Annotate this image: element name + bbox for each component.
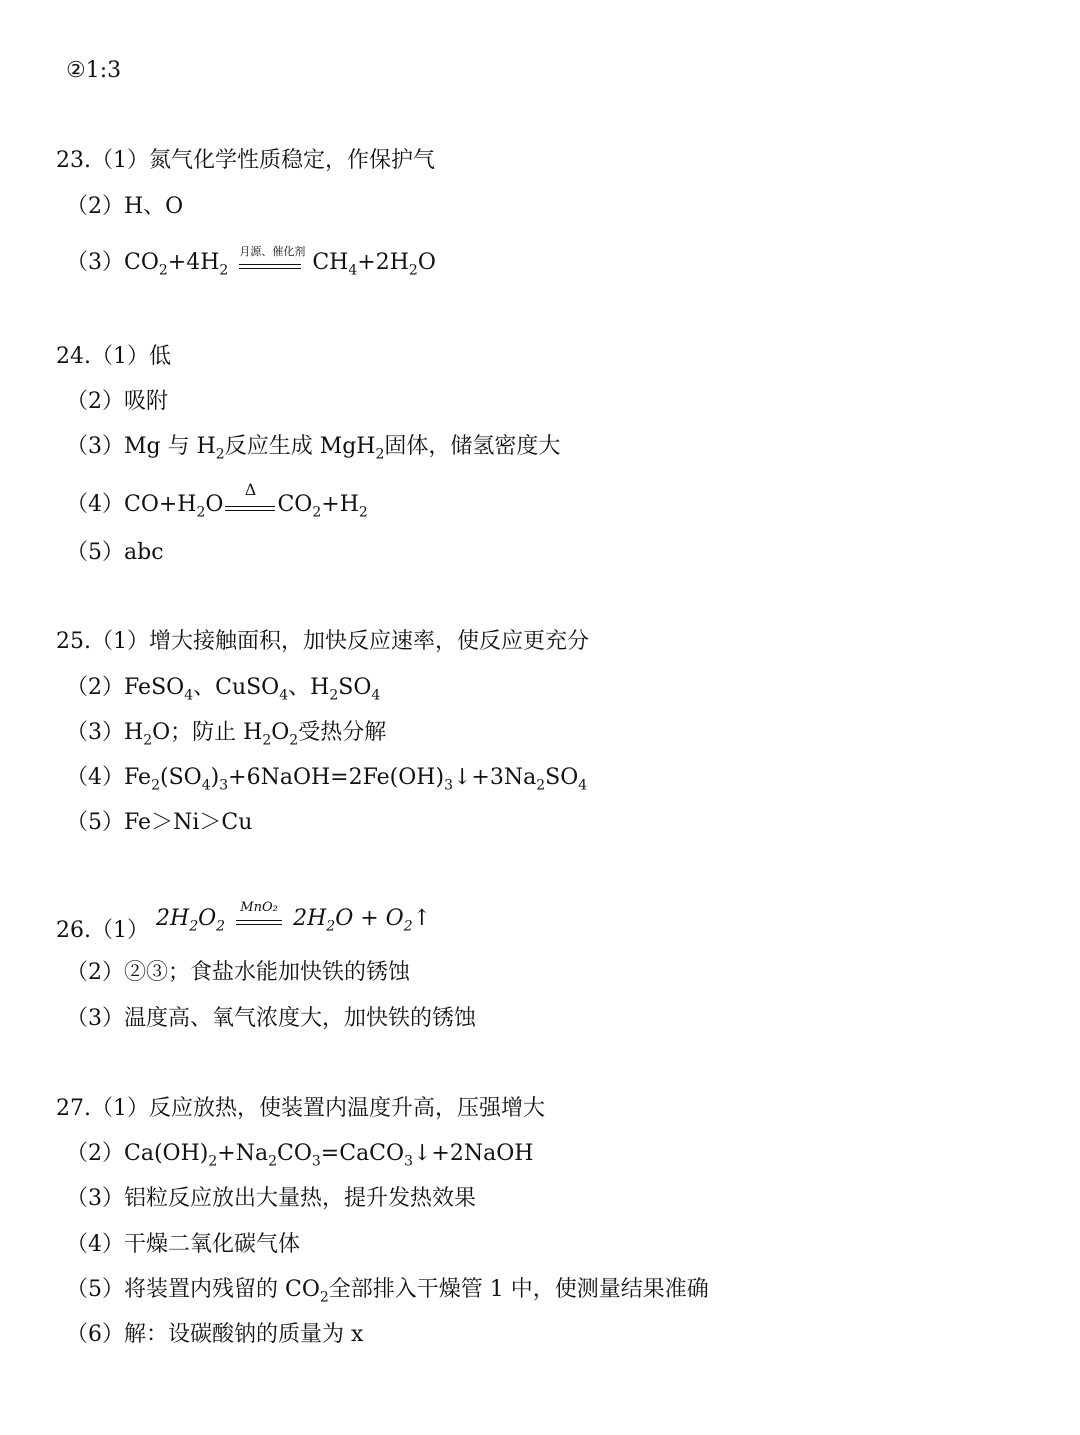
subscript: 2 — [403, 918, 413, 935]
text: SO — [545, 765, 579, 790]
text: 、CuSO — [193, 675, 280, 700]
text: O — [205, 492, 224, 517]
subscript: 4 — [201, 777, 211, 794]
subscript: 2 — [208, 1153, 218, 1170]
answer-26-3: （3）温度高、氧气浓度大，加快铁的锈蚀 — [66, 1006, 476, 1031]
answer-24-1: 24.（1）低 — [56, 344, 171, 369]
text: CO — [277, 1141, 312, 1166]
text: CH — [312, 250, 349, 275]
answer-25-5: （5）Fe＞Ni＞Cu — [66, 810, 253, 835]
subscript: 3 — [404, 1153, 413, 1170]
text: +6NaOH=2Fe(OH) — [228, 765, 445, 790]
text: （5）将装置内残留的 CO — [66, 1277, 320, 1302]
reaction-arrow — [236, 900, 282, 925]
text: ↓+2NaOH — [412, 1141, 534, 1166]
text: （3）H — [66, 720, 144, 745]
text: O — [417, 250, 436, 275]
answer-27-3: （3）铝粒反应放出大量热，提升发热效果 — [66, 1186, 476, 1211]
text: +H — [321, 492, 359, 517]
text: （2）FeSO — [66, 675, 185, 700]
subscript: 2 — [219, 262, 229, 279]
subscript: 2 — [151, 777, 161, 794]
subscript: 2 — [196, 504, 206, 521]
answer-27-1: 27.（1）反应放热，使装置内温度升高，压强增大 — [56, 1096, 545, 1121]
reaction-condition: MnO₂ — [240, 900, 278, 915]
reaction-condition: Δ — [244, 480, 257, 499]
subscript: 2 — [375, 446, 385, 463]
text: O + O — [335, 906, 404, 931]
subscript: 2 — [408, 262, 418, 279]
subscript: 2 — [312, 504, 322, 521]
subscript: 2 — [158, 262, 168, 279]
answer-24-3 — [66, 432, 560, 462]
text: (SO — [160, 765, 202, 790]
subscript: 2 — [289, 732, 299, 749]
subscript: 2 — [143, 732, 153, 749]
subscript: 2 — [319, 1289, 329, 1306]
text: 受热分解 — [298, 720, 387, 745]
subscript: 2 — [189, 918, 199, 935]
answer-27-4: （4）干燥二氧化碳气体 — [66, 1232, 300, 1257]
text: ↑ — [412, 906, 432, 931]
text: （4）CO+H — [66, 492, 197, 517]
subscript: 4 — [279, 687, 289, 704]
formula — [156, 900, 432, 935]
answer-25-2 — [66, 673, 380, 703]
text: +2H — [357, 250, 409, 275]
text: =CaCO — [320, 1141, 405, 1166]
subscript: 2 — [536, 777, 546, 794]
subscript: 3 — [219, 777, 229, 794]
subscript: 2 — [326, 918, 336, 935]
answer-25-3 — [66, 718, 386, 748]
text: ) — [210, 765, 220, 790]
subscript: 4 — [184, 687, 194, 704]
answer-27-2 — [66, 1139, 533, 1169]
text: 2H — [293, 906, 327, 931]
text: （3）Mg 与 H — [66, 434, 216, 459]
answer-23-2: （2）H、O — [66, 194, 184, 219]
text: （2）Ca(OH) — [66, 1141, 209, 1166]
subscript: 4 — [348, 262, 358, 279]
subscript: 2 — [329, 687, 339, 704]
text: 反应生成 MgH — [224, 434, 376, 459]
answer-25-4 — [66, 763, 587, 793]
answer-22-2: ②1:3 — [66, 58, 122, 83]
answer-24-5: （5）abc — [66, 540, 164, 565]
text: 26.（1） — [56, 918, 149, 943]
text: CO — [277, 492, 313, 517]
subscript: 2 — [215, 446, 225, 463]
text: 全部排入干燥管 1 中，使测量结果准确 — [328, 1277, 709, 1302]
reaction-condition: 月源、催化剂 — [239, 245, 306, 258]
subscript: 2 — [358, 504, 368, 521]
answer-27-5 — [66, 1275, 709, 1305]
answer-24-4 — [66, 480, 368, 521]
reaction-arrow — [239, 245, 306, 269]
subscript: 2 — [262, 732, 272, 749]
subscript: 2 — [216, 918, 226, 935]
subscript: 3 — [444, 777, 453, 794]
answer-23-3 — [66, 245, 436, 279]
text: 固体，储氢密度大 — [384, 434, 561, 459]
text: SO — [338, 675, 372, 700]
text: 、H — [288, 675, 330, 700]
answer-26-1 — [56, 900, 432, 946]
answer-26-2: （2）②③；食盐水能加快铁的锈蚀 — [66, 960, 410, 985]
subscript: 3 — [311, 1153, 321, 1170]
answer-25-1: 25.（1）增大接触面积，加快反应速率，使反应更充分 — [56, 629, 589, 654]
text: O — [271, 720, 290, 745]
answer-27-6: （6）解：设碳酸钠的质量为 x — [66, 1322, 364, 1347]
text: ↓+3Na — [453, 765, 537, 790]
answer-23-1: 23.（1）氮气化学性质稳定，作保护气 — [56, 148, 435, 173]
subscript: 2 — [268, 1153, 277, 1170]
text: （4）Fe — [66, 765, 152, 790]
text: +4H — [167, 250, 220, 275]
reaction-arrow — [225, 480, 275, 511]
subscript: 4 — [371, 687, 381, 704]
text: 2H — [156, 906, 190, 931]
text: O — [198, 906, 217, 931]
answer-24-2: （2）吸附 — [66, 389, 168, 414]
text: O；防止 H — [152, 720, 263, 745]
text: +Na — [217, 1141, 269, 1166]
subscript: 4 — [578, 777, 588, 794]
text: （3）CO — [66, 250, 159, 275]
